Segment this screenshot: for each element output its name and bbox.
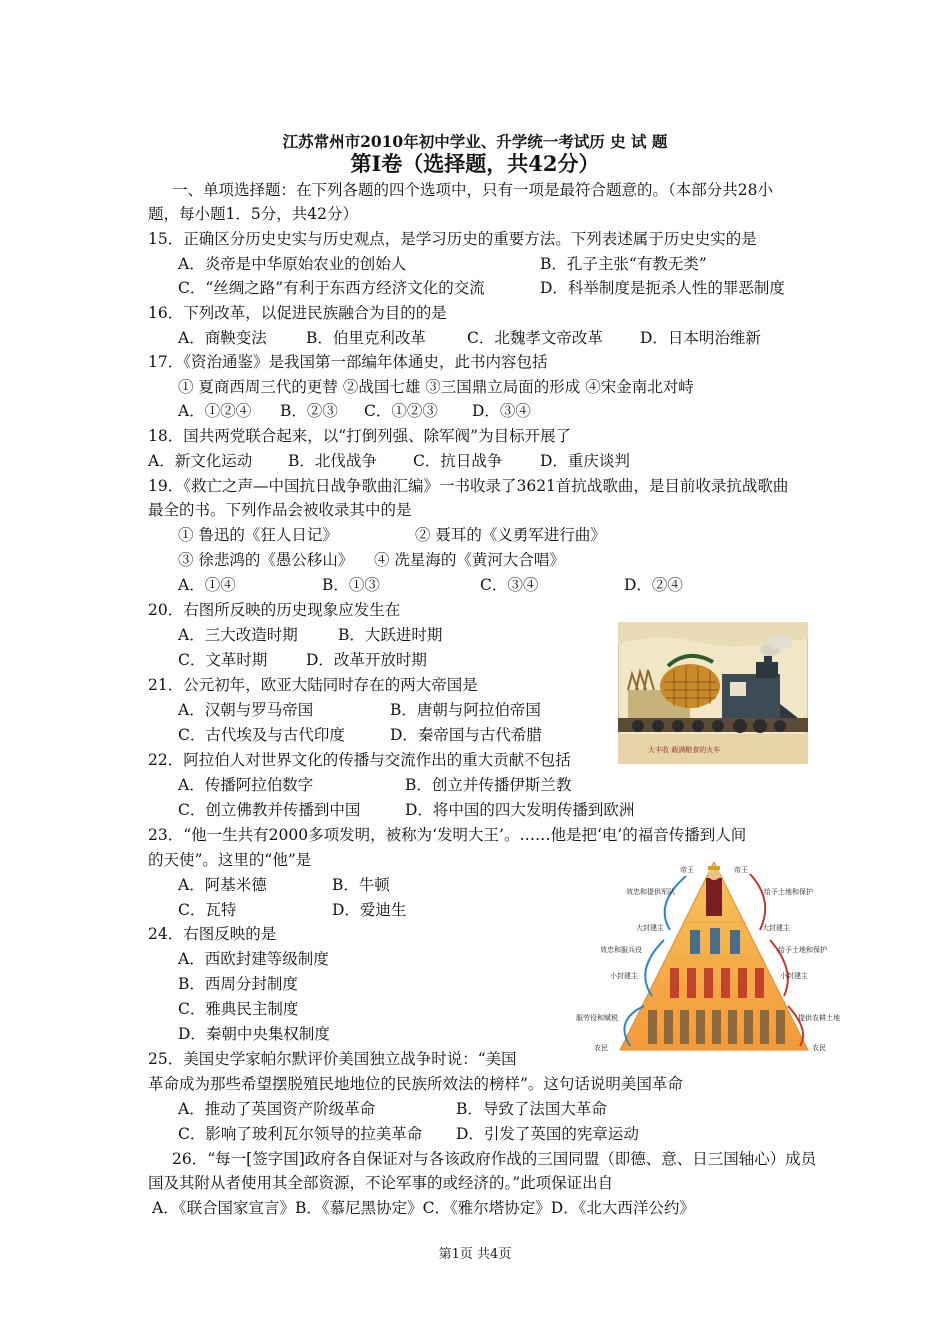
q25-stem-line-2: 革命成为那些希望摆脱殖民地地位的民族所效法的榜样”。这句话说明美国革命: [148, 1075, 683, 1093]
exam-title: 江苏常州市2010年初中学业、升学统一考试历 史 试 题: [282, 132, 668, 151]
pyr-label-king-right: 帝王: [734, 866, 748, 874]
q18-option-a: A．新文化运动: [148, 452, 253, 470]
q26-options: A．《联合国家宣言》B．《慕尼黑协定》C．《雅尔塔协定》D．《北大西洋公约》: [152, 1199, 695, 1217]
q18-stem: 18．国共两党联合起来，以“打倒列强、除军阀”为目标开展了: [148, 427, 572, 445]
q17-items: ① 夏商西周三代的更替 ②战国七雄 ③三国鼎立局面的形成 ④宋金南北对峙: [178, 378, 694, 396]
q16-option-d: D．日本明治维新: [640, 329, 761, 347]
q19-stem-line-2: 最全的书。下列作品会被收录其中的是: [148, 501, 412, 519]
pyr-label-king-left: 帝王: [680, 866, 694, 874]
king-figure: [706, 866, 722, 916]
pyr-label-small-right: 小封建主: [780, 972, 808, 980]
q15-option-d: D．科举制度是扼杀人性的罪恶制度: [540, 279, 785, 297]
pyr-label-noble-left: 大封建主: [636, 924, 664, 932]
q20-option-a: A．三大改造时期: [178, 626, 298, 644]
q21-option-d: D．秦帝国与古代希腊: [390, 726, 542, 744]
q19-item-3: ③ 徐悲鸿的《愚公移山》: [178, 551, 354, 569]
q23-stem-line-1: 23．“他一生共有2000多项发明，被称为‘发明大王’。……他是把‘电’的福音传播到人间: [148, 826, 747, 844]
train-caption: 大丰收 载满粮食的火车: [648, 746, 721, 754]
q19-item-2: ② 聂耳的《义勇军进行曲》: [415, 526, 606, 544]
q17-option-d: D．③④: [472, 402, 531, 420]
q17-option-b: B．②③: [280, 402, 338, 420]
q23-option-a: A．阿基米德: [178, 876, 267, 894]
q20-option-d: D．改革开放时期: [306, 651, 427, 669]
q18-option-b: B．北伐战争: [288, 452, 377, 470]
q20-stem: 20．右图所反映的历史现象应发生在: [148, 601, 401, 619]
pyr-label-farmer-right: 农民: [812, 1044, 826, 1052]
q19-option-b: B．①③: [322, 576, 380, 594]
train-poster-image: [618, 622, 808, 764]
page-footer: 第1页 共4页: [438, 1247, 512, 1262]
q19-option-a: A．①④: [178, 576, 236, 594]
q19-item-1: ① 鲁迅的《狂人日记》: [178, 526, 338, 544]
q22-option-c: C．创立佛教并传播到中国: [178, 801, 361, 819]
q17-option-a: A．①②④: [178, 402, 252, 420]
q22-option-d: D．将中国的四大发明传播到欧洲: [405, 801, 635, 819]
q22-option-a: A．传播阿拉伯数字: [178, 776, 314, 794]
q25-option-b: B．导致了法国大革命: [456, 1100, 607, 1118]
q15-option-b: B．孔子主张“有教无类”: [540, 255, 707, 273]
q21-option-c: C．古代埃及与古代印度: [178, 726, 345, 744]
pyr-note-right-3: 提供农耕土地: [798, 1014, 840, 1022]
pyr-note-left-3: 服劳役和赋税: [576, 1014, 618, 1022]
q19-stem-line-1: 19．《救亡之声—中国抗日战争歌曲汇编》一书收录了3621首抗战歌曲，是目前收录抗战歌曲: [148, 477, 789, 495]
q18-option-c: C．抗日战争: [413, 452, 503, 470]
q16-stem: 16．下列改革，以促进民族融合为目的的是: [148, 304, 447, 322]
q17-stem: 17．《资治通鉴》是我国第一部编年体通史，此书内容包括: [148, 353, 548, 371]
q21-option-b: B．唐朝与阿拉伯帝国: [390, 701, 541, 719]
q19-option-d: D．②④: [624, 576, 683, 594]
q25-option-d: D．引发了英国的宪章运动: [456, 1125, 639, 1143]
q23-option-c: C．瓦特: [178, 901, 237, 919]
q16-option-b: B．伯里克利改革: [306, 329, 426, 347]
q19-option-c: C．③④: [480, 576, 539, 594]
pyr-note-left-1: 效忠和提供军队: [626, 888, 675, 896]
pyr-label-small-left: 小封建主: [610, 972, 638, 980]
q24-option-c: C．雅典民主制度: [178, 1000, 299, 1018]
q22-option-b: B．创立并传播伊斯兰教: [405, 776, 572, 794]
q20-option-c: C．文革时期: [178, 651, 268, 669]
pyr-label-farmer-left: 农民: [594, 1044, 608, 1052]
q21-option-a: A．汉朝与罗马帝国: [178, 701, 314, 719]
q23-option-d: D．爱迪生: [332, 901, 407, 919]
q17-option-c: C．①②③: [364, 402, 438, 420]
q18-option-d: D．重庆谈判: [540, 452, 630, 470]
q16-option-a: A．商鞅变法: [178, 329, 267, 347]
q26-stem-line-1: 26．“每一[签字国]政府各自保证对与各该政府作战的三国同盟（即德、意、日三国轴心）成员: [172, 1150, 817, 1168]
q25-option-c: C．影响了玻利瓦尔领导的拉美革命: [178, 1125, 423, 1143]
q24-option-a: A．西欧封建等级制度: [178, 950, 329, 968]
q24-option-d: D．秦朝中央集权制度: [178, 1025, 330, 1043]
q21-stem: 21．公元初年，欧亚大陆同时存在的两大帝国是: [148, 676, 478, 694]
q20-option-b: B．大跃进时期: [338, 626, 443, 644]
q15-stem: 15．正确区分历史史实与历史观点，是学习历史的重要方法。下列表述属于历史史实的是: [148, 230, 757, 248]
q25-option-a: A．推动了英国资产阶级革命: [178, 1100, 376, 1118]
q16-option-c: C．北魏孝文帝改革: [467, 329, 603, 347]
q22-stem: 22．阿拉伯人对世界文化的传播与交流作出的重大贡献不包括: [148, 751, 571, 769]
instruction-line-1: 一、单项选择题：在下列各题的四个选项中，只有一项是最符合题意的。（本部分共28小: [172, 181, 773, 199]
q25-stem-line-1: 25．美国史学家帕尔默评价美国独立战争时说：“美国: [148, 1050, 517, 1068]
q15-option-a: A．炎帝是中华原始农业的创始人: [178, 255, 407, 273]
pyr-note-right-1: 给予土地和保护: [764, 888, 813, 896]
section-title: 第Ⅰ卷（选择题，共42分）: [350, 151, 600, 176]
pyr-note-right-2: 给予土地和保护: [778, 946, 827, 954]
q23-stem-line-2: 的天使”。这里的“他”是: [148, 851, 312, 869]
feudal-pyramid-image: [574, 860, 842, 1052]
q23-option-b: B．牛顿: [332, 876, 390, 894]
q15-option-c: C．“丝绸之路”有利于东西方经济文化的交流: [178, 279, 485, 297]
q24-option-b: B．西周分封制度: [178, 975, 298, 993]
q19-item-4: ④ 冼星海的《黄河大合唱》: [374, 551, 565, 569]
q24-stem: 24．右图反映的是: [148, 925, 277, 943]
q26-stem-line-2: 国及其附从者使用其全部资源，不论军事的或经济的。”此项保证出自: [148, 1174, 614, 1192]
instruction-line-2: 题，每小题1．5分，共42分）: [148, 205, 358, 223]
pyr-label-noble-right: 大封建主: [762, 924, 790, 932]
pyr-note-left-2: 效忠和服兵役: [600, 946, 642, 954]
